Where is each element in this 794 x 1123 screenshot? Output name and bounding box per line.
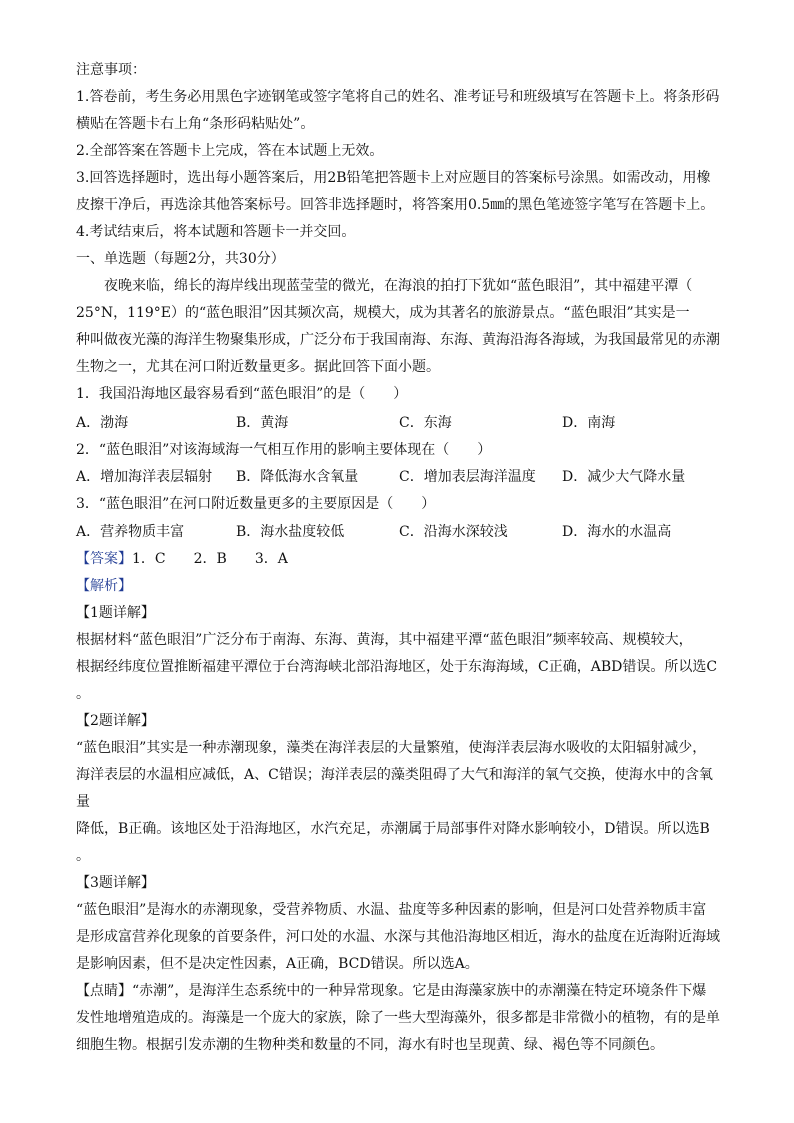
passage-line: 夜晚来临，绵长的海岸线出现蓝莹莹的微光，在海浪的拍打下犹如“蓝色眼泪”，其中福建平潭（ [104,278,693,294]
detail-title: 【3题详解】 [76,875,155,891]
detail-title: 【1题详解】 [76,605,155,621]
detail-line: “蓝色眼泪”是海水的赤潮现象，受营养物质、水温、盐度等多种因素的影响，但是河口处营养物质丰富 [76,902,707,918]
option-b: B．黄海 [236,415,289,431]
notice-title: 注意事项： [76,62,146,78]
answer-text: 1．C 2．B 3．A [132,551,288,567]
option-d: D．海水的水温高 [562,524,672,540]
question-stem: 3．“蓝色眼泪”在河口附近数量更多的主要原因是（ ） [76,496,436,512]
notice-line: 1.答卷前，考生务必用黑色字迹钢笔或签字笔将自己的姓名、准考证号和班级填写在答题卡上。将条形码 [76,89,720,105]
detail-line: 降低，B正确。该地区处于沿海地区，水汽充足，赤潮属于局部事件对降水影响较小，D错误。所以选B [76,821,710,837]
detail-line: 量 [76,794,90,810]
option-c: C．增加表层海洋温度 [399,469,536,485]
option-b: B．降低海水含氧量 [236,469,359,485]
tip-text: “赤潮”，是海洋生态系统中的一种异常现象。它是由海藻家族中的赤潮藻在特定环境条件下爆 [132,983,707,999]
detail-line: 。 [76,848,90,864]
section-title: 一、单选题（每题2分，共30分） [76,251,285,267]
option-a: A．增加海洋表层辐射 [76,469,213,485]
passage-line: 种叫做夜光藻的海洋生物聚集形成，广泛分布于我国南海、东海、黄海沿海各海域，为我国最常见的赤潮 [76,332,720,348]
answer-label: 【答案】 [76,551,132,567]
tip-line: 细胞生物。根据引发赤潮的生物种类和数量的不同，海水有时也呈现黄、绿、褐色等不同颜色。 [76,1037,664,1053]
detail-line: 海洋表层的水温相应减低，A、C错误；海洋表层的藻类阻碍了大气和海洋的氧气交换，使海水中的含氧 [76,767,713,783]
answer-line [76,550,720,569]
question-stem: 1．我国沿海地区最容易看到“蓝色眼泪”的是（ ） [76,386,408,402]
detail-line: 是影响因素，但不是决定性因素，A正确，BCD错误。所以选A。 [76,956,479,972]
option-b: B．海水盐度较低 [236,524,345,540]
option-d: D．减少大气降水量 [562,469,686,485]
option-a: A．营养物质丰富 [76,524,185,540]
detail-line: 根据材料“蓝色眼泪”广泛分布于南海、东海、黄海，其中福建平潭“蓝色眼泪”频率较高、规模较大， [76,632,693,648]
detail-line: 。 [76,686,90,702]
tip-line [76,982,720,1001]
option-c: C．东海 [399,415,452,431]
option-a: A．渤海 [76,415,129,431]
detail-line: 是形成富营养化现象的首要条件，河口处的水温、水深与其他沿海地区相近，海水的盐度在近海附近海域 [76,929,720,945]
option-d: D．南海 [562,415,616,431]
notice-line: 横贴在答题卡右上角“条形码粘贴处”。 [76,116,315,132]
notice-line: 3.回答选择题时，选出每小题答案后，用2B铅笔把答题卡上对应题目的答案标号涂黑。如需改动，用橡 [76,170,711,186]
option-c: C．沿海水深较浅 [399,524,508,540]
notice-line: 2.全部答案在答题卡上完成，答在本试题上无效。 [76,143,384,159]
notice-line: 4.考试结束后，将本试题和答题卡一并交回。 [76,224,356,240]
passage-line: 生物之一，尤其在河口附近数量更多。据此回答下面小题。 [76,359,440,375]
detail-line: 根据经纬度位置推断福建平潭位于台湾海峡北部沿海地区，处于东海海域，C正确，ABD错误。所以选C [76,659,718,675]
tip-label: 【点睛】 [76,983,132,999]
analysis-label: 【解析】 [76,578,132,594]
detail-title: 【2题详解】 [76,713,155,729]
detail-line: “蓝色眼泪”其实是一种赤潮现象，藻类在海洋表层的大量繁殖，使海洋表层海水吸收的太阳辐射减少， [76,740,707,756]
notice-line: 皮擦干净后，再选涂其他答案标号。回答非选择题时，将答案用0.5㎜的黑色笔迹签字笔写在答题卡上。 [76,197,715,213]
tip-line: 发性地增殖造成的。海藻是一个庞大的家族，除了一些大型海藻外，很多都是非常微小的植物，有的是单 [76,1010,720,1026]
question-stem: 2．“蓝色眼泪”对该海域海一气相互作用的影响主要体现在（ ） [76,442,492,458]
passage-line: 25°N，119°E）的“蓝色眼泪”因其频次高，规模大，成为其著名的旅游景点。“蓝色眼泪”其实是一 [76,305,690,321]
